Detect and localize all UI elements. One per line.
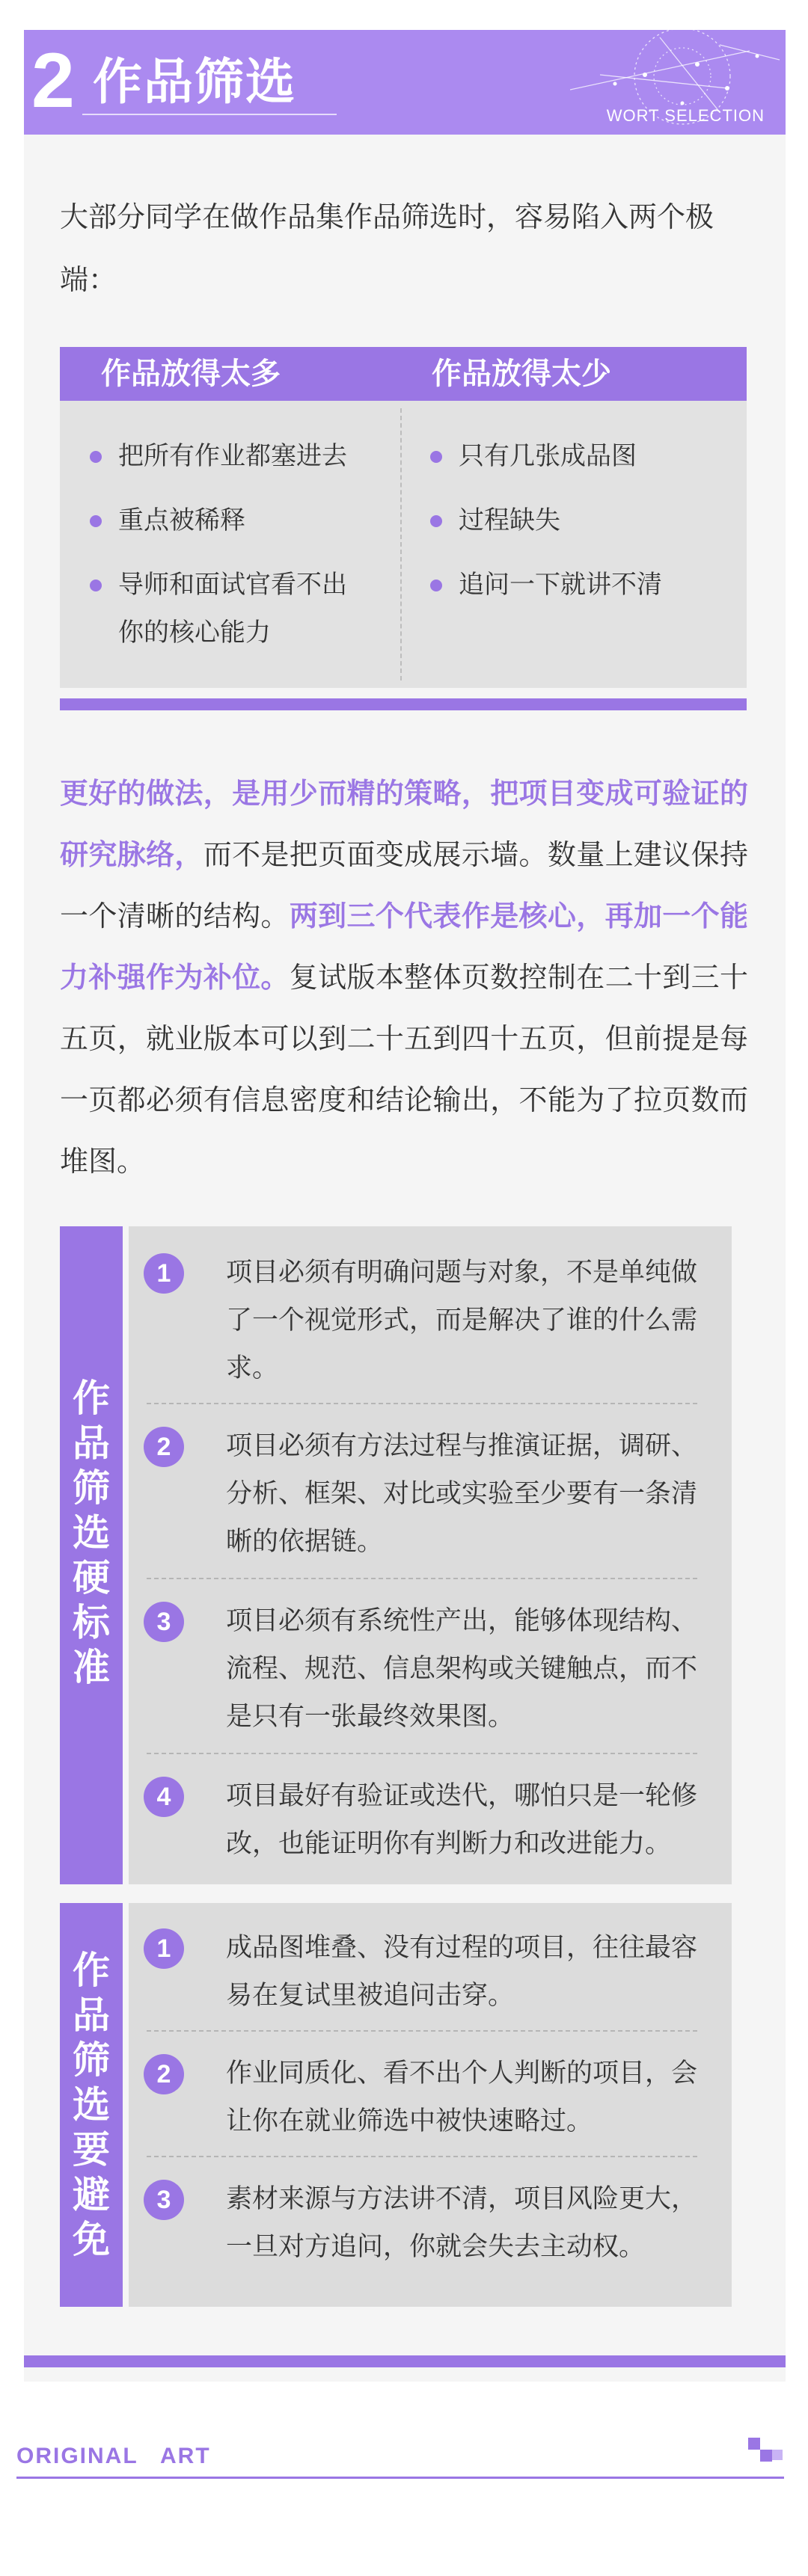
item-divider — [147, 2156, 697, 2157]
section-subtitle: WORT SELECTION — [606, 106, 765, 125]
side-label-char: 品 — [73, 1421, 110, 1465]
intro-text: 大部分同学在做作品集作品筛选时，容易陷入两个极端： — [60, 200, 714, 296]
footer-brand-text: ORIGINAL ART — [16, 2444, 211, 2468]
highlight-text: 更好的做法，是用少而精的策略，把项目变成可验证的研究脉络， — [60, 777, 748, 871]
item-number: 1 — [144, 1253, 184, 1294]
compare-left-title: 作品放得太多 — [101, 357, 281, 391]
item-text: 项目必须有明确问题与对象，不是单纯做了一个视觉形式，而是解决了谁的什么需求。 — [226, 1258, 698, 1383]
item-divider — [147, 1753, 697, 1754]
body-text: 复试版本整体页数控制在二十到三十五页，就业版本可以到二十五到四十五页，但前提是每一页都必须有信息密度和结论输出，不能为了拉页数而堆图。 — [60, 961, 748, 1178]
section-title: 作品筛选 — [93, 53, 296, 111]
body-text: 而不是把页面变成展示墙。数量上建议保持一个清晰的结构。 — [60, 838, 748, 932]
item-text: 项目必须有系统性产出，能够体现结构、流程、规范、信息架构或关键触点，而不是只有一张最终效果图。 — [226, 1606, 698, 1732]
item-number: 3 — [144, 2180, 184, 2220]
avoid-side-label — [60, 1903, 123, 2307]
corner-squares-icon — [748, 2430, 786, 2468]
header-rule — [82, 114, 337, 115]
bottom-accent-bar — [24, 2355, 786, 2367]
item-number: 2 — [144, 2054, 184, 2094]
compare-right-title: 作品放得太少 — [432, 357, 611, 391]
compare-divider — [400, 408, 402, 680]
compare-left-item: 导师和面试官看不出 — [90, 561, 347, 609]
item-divider — [147, 1578, 697, 1579]
item-number: 4 — [144, 1777, 184, 1817]
side-label-char: 选 — [73, 2083, 110, 2127]
hard-criteria-list — [129, 1226, 732, 1884]
side-label-char: 品 — [73, 1994, 110, 2037]
hard-criteria-side-label — [60, 1226, 123, 1884]
section-header — [24, 30, 786, 135]
compare-right-item: 追问一下就讲不清 — [430, 561, 662, 609]
compare-left-item: 把所有作业都塞进去 — [90, 432, 347, 480]
item-divider — [147, 1403, 697, 1404]
side-label-char: 要 — [73, 2128, 110, 2171]
item-divider — [147, 2030, 697, 2032]
item-text: 项目必须有方法过程与推演证据，调研、分析、框架、对比或实验至少要有一条清晰的依据链。 — [226, 1431, 698, 1557]
compare-left-item-continued: 你的核心能力 — [118, 618, 271, 648]
item-number: 2 — [144, 1427, 184, 1467]
footer-line — [16, 2477, 784, 2479]
side-label-char: 免 — [73, 2218, 110, 2261]
side-label-char: 准 — [73, 1646, 110, 1689]
side-label-char: 筛 — [73, 2038, 110, 2082]
section-number: 2 — [31, 37, 75, 124]
side-label-char: 筛 — [73, 1466, 110, 1510]
item-text: 项目最好有验证或迭代，哪怕只是一轮修改，也能证明你有判断力和改进能力。 — [226, 1781, 698, 1859]
side-label-char: 作 — [73, 1377, 110, 1420]
strategy-paragraph — [60, 763, 748, 1192]
side-label-char: 硬 — [73, 1556, 110, 1599]
compare-footer-bar — [60, 698, 747, 710]
compare-right-item: 只有几张成品图 — [430, 432, 637, 480]
item-text: 成品图堆叠、没有过程的项目，往往最容易在复试里被追问击穿。 — [226, 1933, 698, 2011]
compare-right-item: 过程缺失 — [430, 497, 560, 544]
item-text: 素材来源与方法讲不清，项目风险更大，一旦对方追问，你就会失去主动权。 — [226, 2184, 698, 2262]
highlight-text: 两到三个代表作是核心，再加一个能力补强作为补位。 — [60, 900, 748, 994]
compare-left-item: 重点被稀释 — [90, 497, 245, 544]
avoid-list — [129, 1903, 732, 2307]
item-number: 3 — [144, 1602, 184, 1642]
side-label-char: 作 — [73, 1949, 110, 1992]
compare-header — [60, 347, 747, 401]
side-label-char: 避 — [73, 2173, 110, 2216]
item-text: 作业同质化、看不出个人判断的项目，会让你在就业筛选中被快速略过。 — [226, 2059, 698, 2136]
side-label-char: 选 — [73, 1511, 110, 1555]
item-number: 1 — [144, 1928, 184, 1969]
side-label-char: 标 — [73, 1601, 110, 1644]
